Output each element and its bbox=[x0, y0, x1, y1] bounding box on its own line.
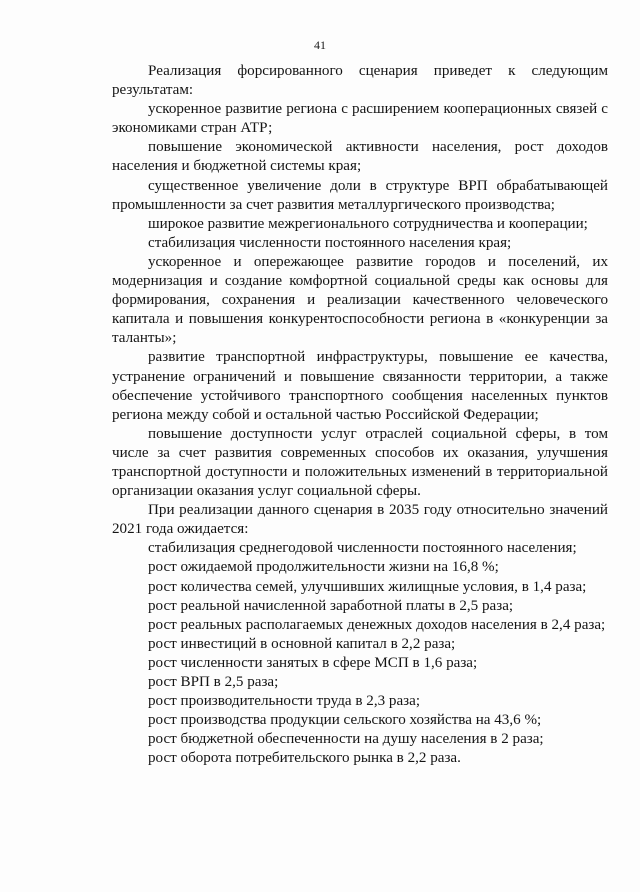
result-item: ускоренное развитие региона с расширением кооперационных связей с экономиками стран АТР; bbox=[112, 101, 608, 137]
results-intro-paragraph: Реализация форсированного сценария приведет к следующим результатам: bbox=[112, 63, 608, 99]
expectation-item: рост производства продукции сельского хозяйства на 43,6 %; bbox=[148, 712, 542, 729]
expectation-item: стабилизация среднегодовой численности постоянного населения; bbox=[148, 540, 577, 557]
result-item: развитие транспортной инфраструктуры, повышение ее качества, устранение ограничений и повышение связанности территории, а также обеспечение устойчивого транспортного сообщения населенных пунктов региона между собой и остальной частью Российской Федерации; bbox=[112, 349, 608, 423]
result-item: существенное увеличение доли в структуре ВРП обрабатывающей промышленности за счет развития металлургического производства; bbox=[112, 177, 608, 213]
expectation-item: рост производительности труда в 2,3 раза; bbox=[148, 693, 421, 710]
expectation-item: рост ожидаемой продолжительности жизни на 16,8 %; bbox=[148, 559, 499, 576]
document-body bbox=[112, 62, 608, 768]
expectation-item: рост ВРП в 2,5 раза; bbox=[148, 674, 279, 690]
result-item: повышение экономической активности населения, рост доходов населения и бюджетной системы края; bbox=[112, 139, 608, 175]
result-item: стабилизация численности постоянного населения края; bbox=[148, 234, 512, 251]
expectation-item: рост количества семей, улучшивших жилищные условия, в 1,4 раза; bbox=[148, 578, 587, 595]
expectation-item: рост бюджетной обеспеченности на душу населения в 2 раза; bbox=[148, 731, 544, 748]
result-item: ускоренное и опережающее развитие городов и поселений, их модернизация и создание комфортной социальной среды как основы для формирования, сохранения и реализации качественного человеческого капитала и повышения конкурентоспособности региона в «конкуренции за таланты»; bbox=[112, 253, 608, 347]
expectation-item: рост численности занятых в сфере МСП в 1,6 раза; bbox=[148, 654, 478, 671]
result-item: повышение доступности услуг отраслей социальной сферы, в том числе за счет развития современных способов их оказания, улучшения транспортной доступности и положительных изменений в территориальной организации оказания услуг социальной сферы. bbox=[112, 425, 608, 500]
expectation-item: рост реальной начисленной заработной платы в 2,5 раза; bbox=[148, 597, 514, 614]
expectation-item: рост реальных располагаемых денежных доходов населения в 2,4 раза; bbox=[148, 616, 606, 633]
expectation-intro-paragraph: При реализации данного сценария в 2035 году относительно значений 2021 года ожидается: bbox=[112, 502, 608, 538]
expectation-item: рост оборота потребительского рынка в 2,2 раза. bbox=[148, 750, 461, 767]
page-number: 41 bbox=[314, 38, 326, 52]
expectation-item: рост инвестиций в основной капитал в 2,2 раза; bbox=[148, 635, 456, 652]
result-item: широкое развитие межрегионального сотрудничества и кооперации; bbox=[148, 215, 588, 232]
